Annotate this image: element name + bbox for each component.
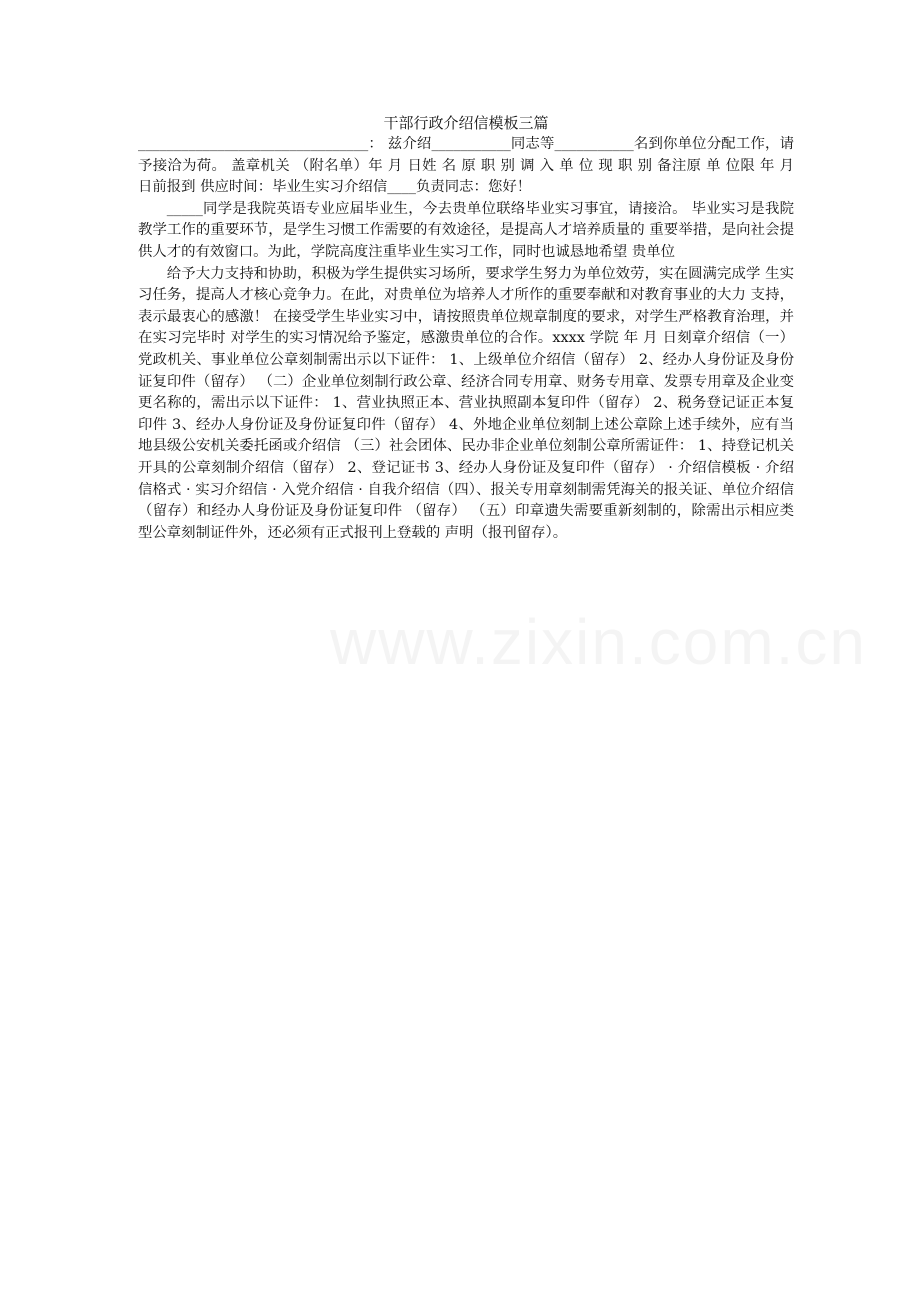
paragraph-introduction: ________________________________： 兹介绍___________同志等___________名到你单位分配工作，请予接洽为荷。 盖章机关 （附名单）年 月 日姓 名 原 职 别 调 入 单 位 现 职 别 备注原 单 位限 年 月 日前报到 供应时间：毕业生实习介绍信____负责同志：您好！ xyxy=(138,136,794,196)
paragraph-seal-requirements: 给予大力支持和协助，积极为学生提供实习场所，要求学生努力为单位效劳，实在圆满完成学 生实习任务，提高人才核心竞争力。在此，对贵单位为培养人才所作的重要奉献和对教育事业的大力 支持，表示最衷心的感激！ 在接受学生毕业实习中，请按照贵单位规章制度的要求，对学生严格教育治理，并在实习完毕时 对学生的实习情况给予鉴定，感激贵单位的合作。xxxx 学院 年 月 日刻章介绍信（一）党政机关、事业单位公章刻制需出示以下证件： 1、上级单位介绍信（留存） 2、经办人身份证及身份证复印件（留存） （二）企业单位刻制行政公章、经济合同专用章、财务专用章、发票专用章及企业变更名称的，需出示以下证件： 1、营业执照正本、营业执照副本复印件（留存） 2、税务登记证正本复印件 3、经办人身份证及身份证复印件（留存） 4、外地企业单位刻制上述公章除上述手续外，应有当地县级公安机关委托函或介绍信 （三）社会团体、民办非企业单位刻制公章所需证件： 1、持登记机关开具的公章刻制介绍信（留存） 2、登记证书 3、经办人身份证及复印件（留存） · 介绍信模板 · 介绍信格式 · 实习介绍信 · 入党介绍信 · 自我介绍信（四）、报关专用章刻制需凭海关的报关证、单位介绍信（留存）和经办人身份证及身份证复印件 （留存） （五）印章遗失需要重新刻制的，除需出示相应类型公章刻制证件外，还必须有正式报刊上登载的 声明（报刊留存）。 xyxy=(138,265,794,541)
watermark xyxy=(330,605,867,679)
paragraph-internship-letter: _____同学是我院英语专业应届毕业生，今去贵单位联络毕业实习事宜，请接洽。 毕业实习是我院教学工作的重要环节，是学生习惯工作需要的有效途径，是提高人才培养质量的 重要举措，是向社会提供人才的有效窗口。为此，学院高度注重毕业生实习工作，同时也诚恳地希望 贵单位 xyxy=(138,200,794,260)
document-title: 干部行政介绍信模板三篇 xyxy=(383,114,549,132)
document-page xyxy=(138,112,794,544)
